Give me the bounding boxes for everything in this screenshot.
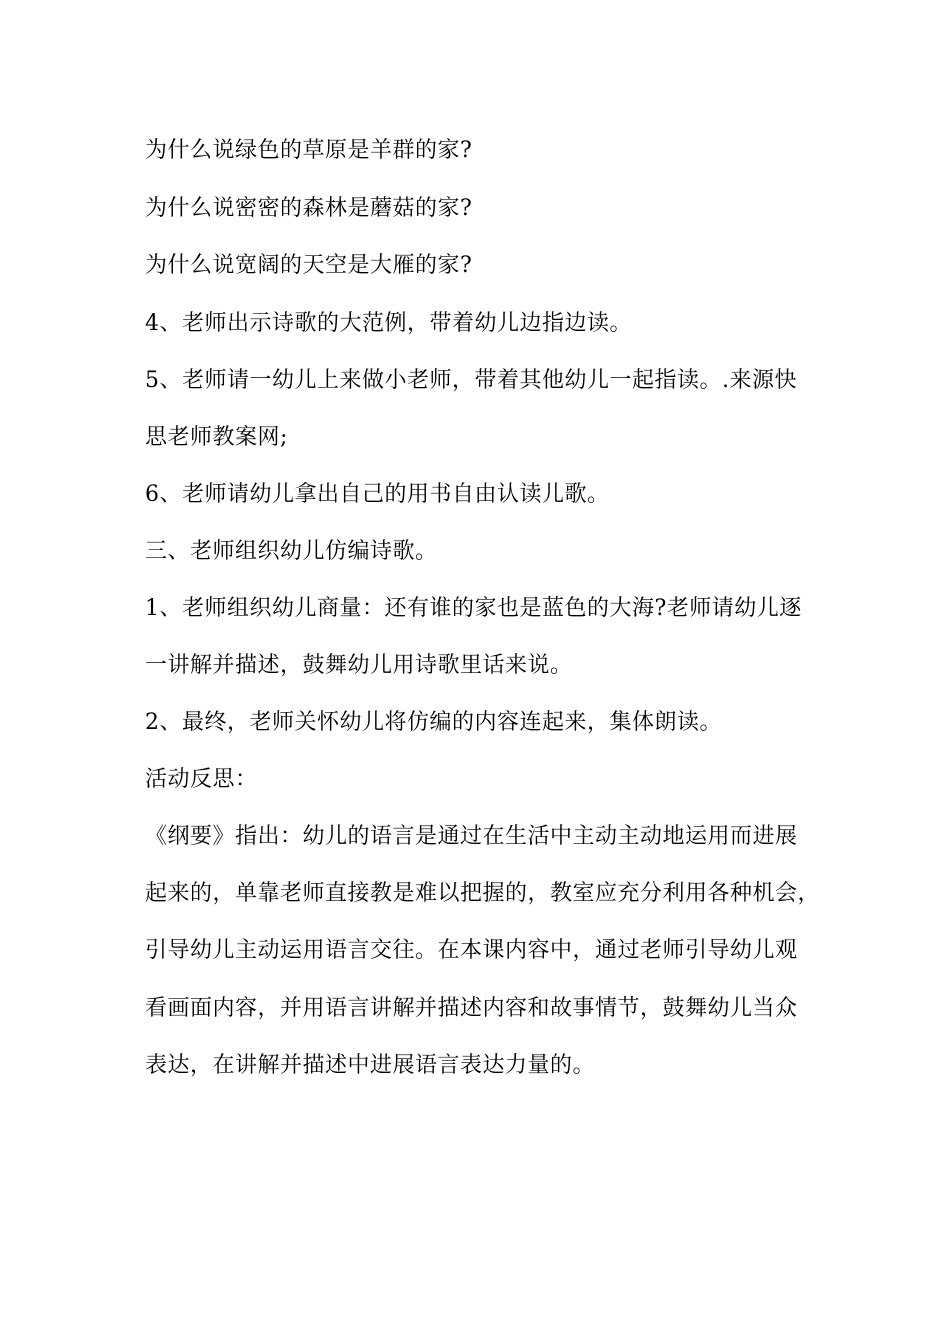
text-line: 思老师教案网; [145, 425, 288, 450]
text-line: 看画面内容，并用语言讲解并描述内容和故事情节，鼓舞幼儿当众 [145, 996, 798, 1021]
text-line: 4、老师出示诗歌的大范例，带着幼儿边指边读。 [145, 311, 632, 336]
text-line: 表达，在讲解并描述中进展语言表达力量的。 [145, 1053, 596, 1078]
text-line: 起来的，单靠老师直接教是难以把握的，教室应充分利用各种机会， [145, 881, 821, 906]
text-line: 为什么说绿色的草原是羊群的家? [145, 138, 473, 163]
text-line: 为什么说宽阔的天空是大雁的家? [145, 253, 473, 278]
section-heading: 三、老师组织幼儿仿编诗歌。 [145, 539, 438, 564]
text-line: 为什么说密密的森林是蘑菇的家? [145, 196, 473, 221]
text-line: 一讲解并描述，鼓舞幼儿用诗歌里话来说。 [145, 653, 573, 678]
text-line: 6、老师请幼儿拿出自己的用书自由认读儿歌。 [145, 482, 610, 507]
text-line: 2、最终，老师关怀幼儿将仿编的内容连起来，集体朗读。 [145, 710, 722, 735]
section-heading: 活动反思： [145, 767, 258, 792]
text-line: 5、老师请一幼儿上来做小老师，带着其他幼儿一起指读。.来源快 [145, 368, 797, 393]
text-line: 《纲要》指出：幼儿的语言是通过在生活中主动主动地运用而进展 [145, 824, 798, 849]
text-line: 1、老师组织幼儿商量：还有谁的家也是蓝色的大海?老师请幼儿逐 [145, 596, 802, 621]
text-line: 引导幼儿主动运用语言交往。在本课内容中，通过老师引导幼儿观 [145, 938, 798, 963]
